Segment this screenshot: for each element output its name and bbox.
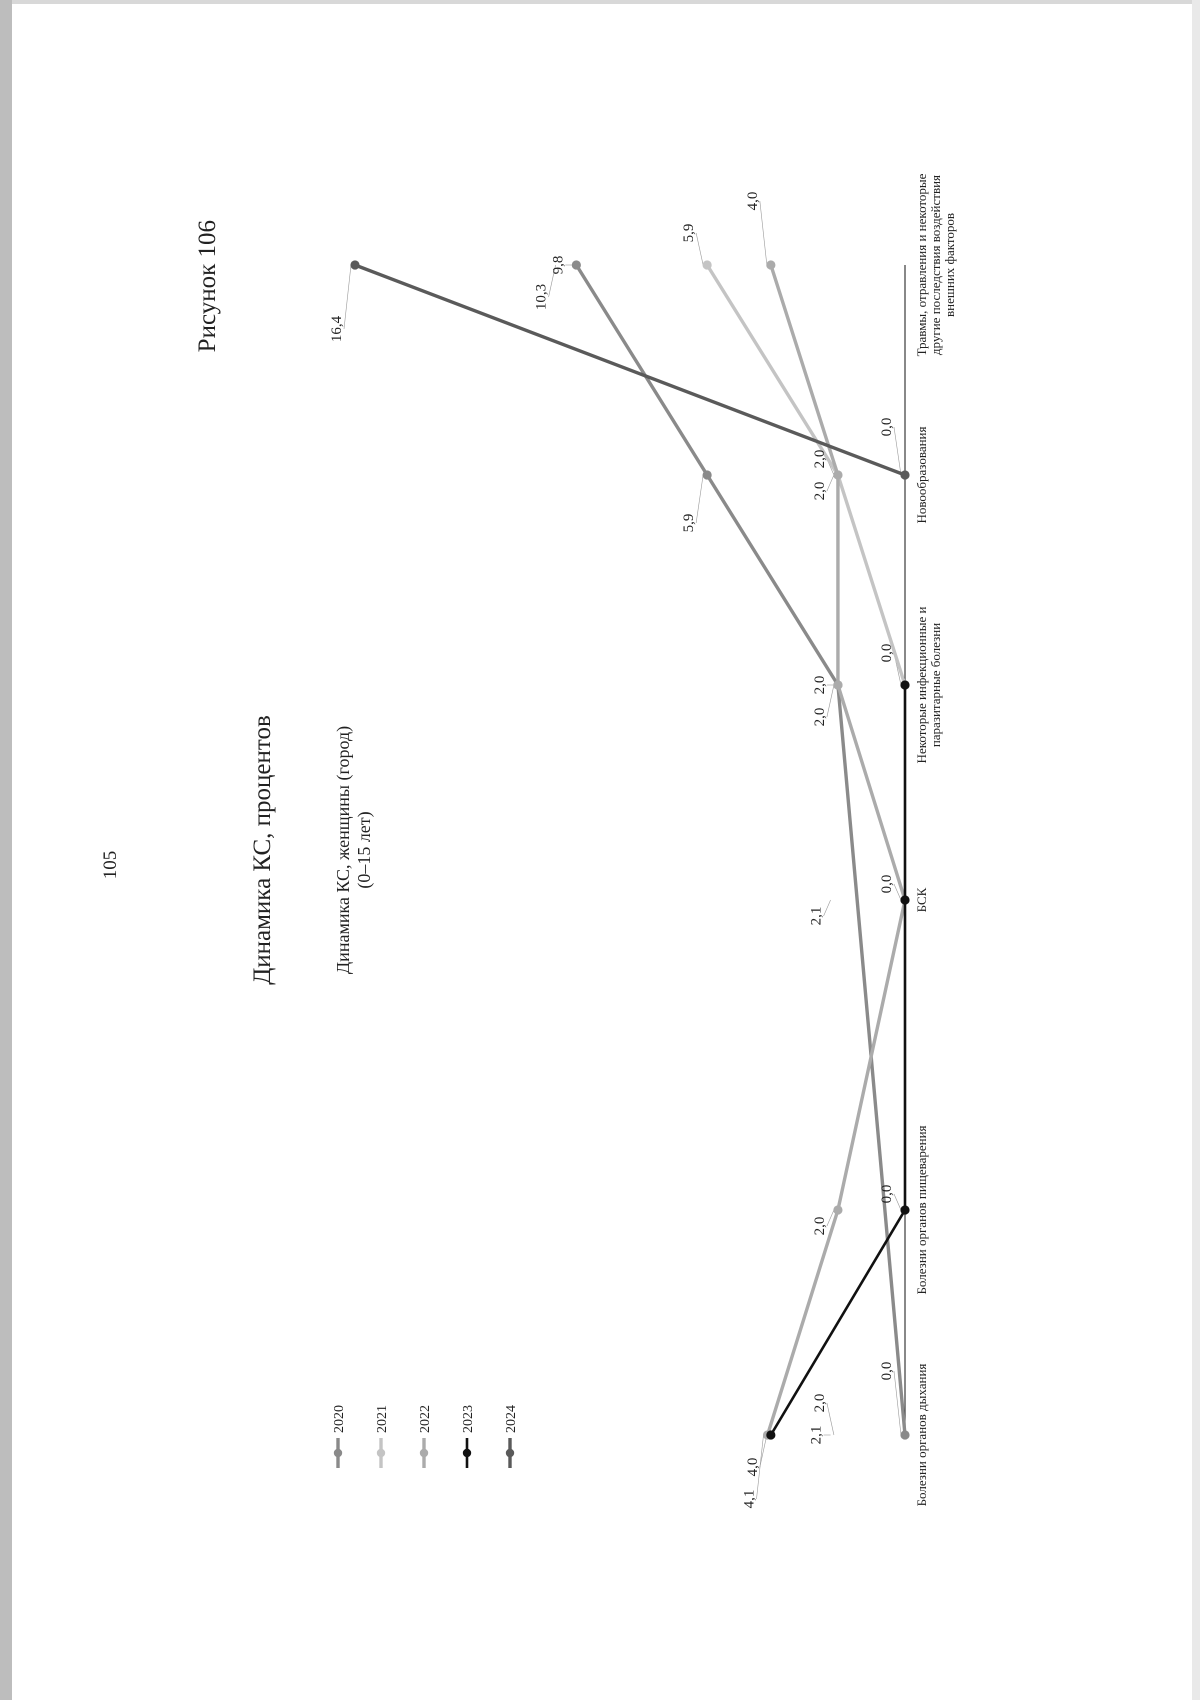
category-label: Новообразования	[914, 426, 929, 524]
series-point	[900, 1205, 909, 1214]
data-label: 0,0	[879, 643, 895, 663]
label-leader	[696, 475, 703, 523]
legend-swatch-marker	[377, 1449, 385, 1457]
series-point	[833, 470, 842, 479]
category-label: внешних факторов	[942, 212, 957, 318]
series-line	[355, 265, 905, 475]
series-line	[768, 265, 906, 1435]
label-leader	[760, 1435, 767, 1467]
label-leader	[827, 685, 834, 717]
legend	[332, 1405, 519, 1468]
series-line	[576, 265, 905, 1435]
series-point	[572, 260, 581, 269]
series-point	[766, 260, 775, 269]
series-point	[833, 1205, 842, 1214]
label-leader	[894, 427, 901, 475]
data-label: 2,0	[811, 707, 828, 727]
chart-title-line-2: (0–15 лет)	[354, 811, 374, 889]
legend-label: 2021	[375, 1405, 390, 1433]
section-title: Динамика КС, процентов	[249, 715, 276, 985]
data-label: 4,1	[741, 1489, 758, 1509]
label-leader	[344, 265, 351, 329]
label-leader	[824, 900, 831, 916]
series-layer	[350, 260, 909, 1439]
series-point	[833, 680, 842, 689]
series-line	[707, 265, 905, 685]
data-label: 4,0	[744, 191, 761, 211]
category-label: БСК	[914, 887, 929, 913]
label-leader	[827, 1403, 834, 1435]
series-point	[900, 680, 909, 689]
data-label: 2,0	[811, 481, 828, 501]
figure-label: Рисунок 106	[194, 220, 221, 353]
label-leaders	[344, 201, 901, 1499]
series-line	[771, 685, 905, 1435]
series-point	[350, 260, 359, 269]
data-label: 0,0	[879, 417, 895, 437]
legend-label: 2023	[461, 1405, 476, 1433]
data-label: 2,1	[808, 906, 825, 926]
legend-swatch-marker	[334, 1449, 342, 1457]
data-label: 2,0	[811, 449, 828, 469]
data-label: 2,1	[808, 1425, 825, 1445]
category-label: Травмы, отравления и некоторые	[914, 173, 929, 357]
data-label: 0,0	[879, 1361, 895, 1381]
series-point	[703, 470, 712, 479]
data-label: 5,9	[681, 513, 698, 533]
category-label: другие последствия воздействия	[928, 174, 943, 356]
page-number: 105	[100, 850, 121, 880]
label-leader	[696, 233, 703, 265]
series-point	[900, 895, 909, 904]
data-label: 9,8	[550, 255, 567, 275]
data-label: 10,3	[533, 283, 550, 311]
legend-swatch-marker	[463, 1449, 471, 1457]
data-label: 4,0	[744, 1457, 761, 1477]
category-label: Некоторые инфекционные и	[914, 606, 929, 764]
data-label: 2,0	[811, 675, 828, 695]
data-label: 5,9	[681, 223, 698, 243]
category-label: паразитарные болезни	[928, 622, 943, 748]
rotated-content	[100, 173, 957, 1508]
data-label: 2,0	[811, 1216, 828, 1236]
category-labels	[914, 173, 957, 1506]
data-label: 16,4	[329, 315, 345, 343]
label-leader	[760, 201, 767, 265]
data-label: 0,0	[879, 874, 895, 894]
legend-swatch-marker	[506, 1449, 514, 1457]
series-point	[703, 260, 712, 269]
label-leader	[894, 1194, 901, 1210]
series-point	[900, 470, 909, 479]
legend-label: 2022	[418, 1405, 433, 1433]
label-leader	[827, 475, 834, 491]
category-label: Болезни органов дыхания	[914, 1363, 929, 1507]
legend-label: 2020	[332, 1405, 347, 1433]
data-label: 0,0	[879, 1184, 895, 1204]
legend-swatch-marker	[420, 1449, 428, 1457]
series-point	[900, 1430, 909, 1439]
chart-title-line-1: Динамика КС, женщины (город)	[333, 725, 353, 975]
series-point	[766, 1430, 775, 1439]
legend-label: 2024	[504, 1405, 519, 1433]
category-label: Болезни органов пищеварения	[914, 1125, 929, 1295]
data-label: 2,0	[811, 1393, 828, 1413]
